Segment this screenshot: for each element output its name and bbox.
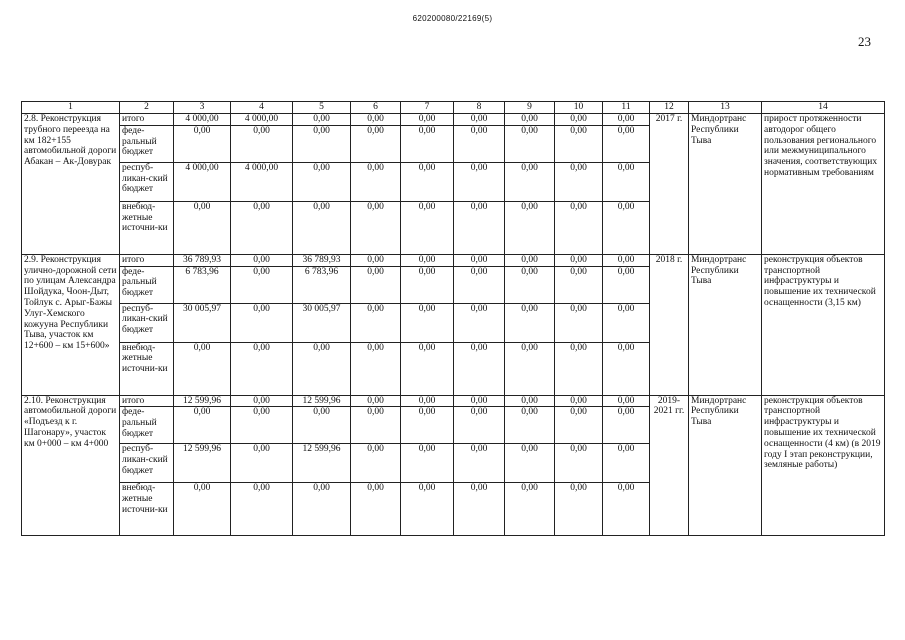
amount-cell: 12 599,96 (293, 395, 351, 407)
expected-result: реконструкция объектов транспортной инфраструктуры и повышение их технической оснащенности (4 км) (в 2019 году I этап реконструкции, земляные работы) (762, 395, 885, 536)
amount-cell: 0,00 (603, 114, 650, 126)
implementation-period: 2017 г. (650, 114, 689, 255)
implementation-period: 2018 г. (650, 254, 689, 395)
amount-cell: 0,00 (454, 444, 505, 483)
amount-cell: 0,00 (293, 201, 351, 254)
amount-cell: 0,00 (231, 407, 293, 444)
funding-source: итого (120, 395, 174, 407)
amount-cell: 0,00 (401, 395, 454, 407)
responsible-executor: Миндортранс Республики Тыва (689, 395, 762, 536)
amount-cell: 0,00 (505, 444, 555, 483)
measure-title: 2.10. Реконструкция автомобильной дороги «Подъезд к г. Шагонару», участок км 0+000 – км 4+000 (22, 395, 120, 536)
responsible-executor: Миндортранс Республики Тыва (689, 114, 762, 255)
amount-cell: 0,00 (231, 483, 293, 536)
document-code: 620200080/22169(5) (412, 14, 493, 23)
amount-cell: 0,00 (351, 444, 401, 483)
amount-cell: 0,00 (555, 483, 603, 536)
column-number: 6 (351, 102, 401, 114)
column-number: 10 (555, 102, 603, 114)
amount-cell: 0,00 (174, 342, 231, 395)
amount-cell: 0,00 (401, 342, 454, 395)
amount-cell: 0,00 (603, 303, 650, 342)
funding-source: феде-ральный бюджет (120, 266, 174, 303)
amount-cell: 0,00 (555, 407, 603, 444)
amount-cell: 0,00 (454, 407, 505, 444)
amount-cell: 0,00 (351, 114, 401, 126)
amount-cell: 0,00 (555, 395, 603, 407)
amount-cell: 0,00 (505, 407, 555, 444)
amount-cell: 0,00 (454, 125, 505, 162)
amount-cell: 0,00 (351, 125, 401, 162)
amount-cell: 12 599,96 (293, 444, 351, 483)
amount-cell: 0,00 (401, 114, 454, 126)
expected-result: реконструкция объектов транспортной инфраструктуры и повышение их технической оснащенности (3,15 км) (762, 254, 885, 395)
amount-cell: 0,00 (174, 407, 231, 444)
column-number-row (22, 102, 885, 114)
amount-cell: 0,00 (555, 201, 603, 254)
amount-cell: 0,00 (505, 254, 555, 266)
amount-cell: 0,00 (603, 444, 650, 483)
funding-source: респуб-ликан-ский бюджет (120, 162, 174, 201)
amount-cell: 0,00 (555, 266, 603, 303)
funding-source: феде-ральный бюджет (120, 407, 174, 444)
amount-cell: 0,00 (401, 407, 454, 444)
amount-cell: 0,00 (231, 201, 293, 254)
amount-cell: 0,00 (174, 483, 231, 536)
amount-cell: 4 000,00 (231, 114, 293, 126)
amount-cell: 6 783,96 (293, 266, 351, 303)
amount-cell: 0,00 (505, 162, 555, 201)
amount-cell: 0,00 (555, 303, 603, 342)
amount-cell: 0,00 (401, 303, 454, 342)
amount-cell: 0,00 (231, 444, 293, 483)
amount-cell: 4 000,00 (174, 114, 231, 126)
table-row (22, 395, 885, 407)
table-row (22, 114, 885, 126)
amount-cell: 0,00 (505, 395, 555, 407)
amount-cell: 0,00 (293, 342, 351, 395)
funding-source: внебюд-жетные источни-ки (120, 201, 174, 254)
responsible-executor: Миндортранс Республики Тыва (689, 254, 762, 395)
amount-cell: 0,00 (603, 483, 650, 536)
amount-cell: 0,00 (351, 201, 401, 254)
amount-cell: 0,00 (293, 114, 351, 126)
table-row (22, 254, 885, 266)
amount-cell: 0,00 (231, 254, 293, 266)
column-number: 13 (689, 102, 762, 114)
amount-cell: 0,00 (231, 303, 293, 342)
column-number: 7 (401, 102, 454, 114)
amount-cell: 0,00 (351, 395, 401, 407)
amount-cell: 0,00 (351, 483, 401, 536)
amount-cell: 0,00 (603, 407, 650, 444)
funding-source: итого (120, 114, 174, 126)
amount-cell: 0,00 (454, 342, 505, 395)
amount-cell: 0,00 (293, 483, 351, 536)
amount-cell: 12 599,96 (174, 395, 231, 407)
amount-cell: 0,00 (401, 483, 454, 536)
amount-cell: 0,00 (231, 342, 293, 395)
funding-source: респуб-ликан-ский бюджет (120, 303, 174, 342)
column-number: 2 (120, 102, 174, 114)
amount-cell: 0,00 (505, 201, 555, 254)
amount-cell: 0,00 (505, 114, 555, 126)
amount-cell: 0,00 (555, 114, 603, 126)
amount-cell: 0,00 (293, 162, 351, 201)
amount-cell: 30 005,97 (174, 303, 231, 342)
column-number: 1 (22, 102, 120, 114)
expected-result: прирост протяженности автодорог общего пользования регионального или межмуниципального значения, соответствующих нормативным требованиям (762, 114, 885, 255)
amount-cell: 0,00 (555, 162, 603, 201)
amount-cell: 0,00 (454, 303, 505, 342)
amount-cell: 0,00 (603, 266, 650, 303)
amount-cell: 0,00 (603, 201, 650, 254)
column-number: 9 (505, 102, 555, 114)
amount-cell: 0,00 (351, 303, 401, 342)
amount-cell: 0,00 (603, 395, 650, 407)
measure-title: 2.9. Реконструкция улично-дорожной сети по улицам Александра Шойдука, Чоон-Дыт, Тойлук с. Арыг-Бажы Улуг-Хемского кожууна Республики Тыва, участок км 12+600 – км 15+600» (22, 254, 120, 395)
amount-cell: 0,00 (351, 254, 401, 266)
amount-cell: 0,00 (401, 254, 454, 266)
amount-cell: 0,00 (351, 266, 401, 303)
amount-cell: 0,00 (401, 444, 454, 483)
funding-source: итого (120, 254, 174, 266)
amount-cell: 36 789,93 (174, 254, 231, 266)
amount-cell: 0,00 (231, 266, 293, 303)
amount-cell: 0,00 (454, 266, 505, 303)
amount-cell: 0,00 (231, 125, 293, 162)
amount-cell: 0,00 (603, 254, 650, 266)
amount-cell: 0,00 (454, 114, 505, 126)
amount-cell: 0,00 (555, 125, 603, 162)
amount-cell: 0,00 (505, 342, 555, 395)
program-table (21, 101, 885, 536)
column-number: 5 (293, 102, 351, 114)
amount-cell: 0,00 (401, 266, 454, 303)
amount-cell: 0,00 (401, 125, 454, 162)
amount-cell: 0,00 (603, 342, 650, 395)
column-number: 3 (174, 102, 231, 114)
amount-cell: 0,00 (505, 483, 555, 536)
amount-cell: 0,00 (351, 162, 401, 201)
amount-cell: 0,00 (351, 342, 401, 395)
column-number: 8 (454, 102, 505, 114)
amount-cell: 0,00 (293, 125, 351, 162)
amount-cell: 0,00 (174, 201, 231, 254)
column-number: 14 (762, 102, 885, 114)
amount-cell: 0,00 (351, 407, 401, 444)
amount-cell: 0,00 (454, 201, 505, 254)
amount-cell: 0,00 (555, 444, 603, 483)
amount-cell: 0,00 (293, 407, 351, 444)
amount-cell: 0,00 (454, 162, 505, 201)
amount-cell: 0,00 (454, 483, 505, 536)
column-number: 12 (650, 102, 689, 114)
column-number: 11 (603, 102, 650, 114)
funding-source: респуб-ликан-ский бюджет (120, 444, 174, 483)
measure-title: 2.8. Реконструкция трубного переезда на км 182+155 автомобильной дороги Абакан – Ак-Довурак (22, 114, 120, 255)
amount-cell: 0,00 (174, 125, 231, 162)
amount-cell: 4 000,00 (231, 162, 293, 201)
amount-cell: 30 005,97 (293, 303, 351, 342)
amount-cell: 0,00 (505, 303, 555, 342)
amount-cell: 0,00 (231, 395, 293, 407)
page-number: 23 (858, 34, 871, 49)
amount-cell: 0,00 (603, 125, 650, 162)
funding-source: внебюд-жетные источни-ки (120, 342, 174, 395)
column-number: 4 (231, 102, 293, 114)
amount-cell: 0,00 (505, 125, 555, 162)
amount-cell: 0,00 (603, 162, 650, 201)
amount-cell: 0,00 (454, 395, 505, 407)
amount-cell: 0,00 (454, 254, 505, 266)
amount-cell: 6 783,96 (174, 266, 231, 303)
amount-cell: 0,00 (401, 162, 454, 201)
amount-cell: 0,00 (555, 342, 603, 395)
amount-cell: 12 599,96 (174, 444, 231, 483)
amount-cell: 0,00 (401, 201, 454, 254)
amount-cell: 36 789,93 (293, 254, 351, 266)
funding-source: феде-ральный бюджет (120, 125, 174, 162)
amount-cell: 0,00 (505, 266, 555, 303)
amount-cell: 0,00 (555, 254, 603, 266)
amount-cell: 4 000,00 (174, 162, 231, 201)
implementation-period: 2019-2021 гг. (650, 395, 689, 536)
funding-source: внебюд-жетные источни-ки (120, 483, 174, 536)
